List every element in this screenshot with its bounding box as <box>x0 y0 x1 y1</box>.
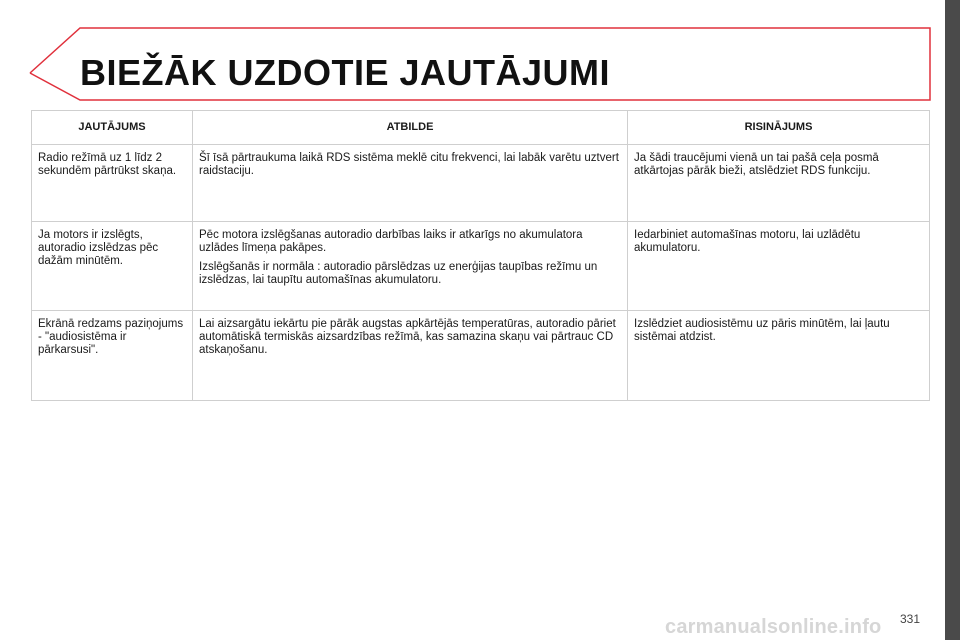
answer-paragraph: Lai aizsargātu iekārtu pie pārāk augstas apkārtējās temperatūras, autoradio pāriet automātiskā termiskās aizsardzības režīmā, kas samazina skaņu vai pārtrauc CD atskaņošanu. <box>199 318 616 356</box>
solution-cell: Izslēdziet audiosistēmu uz pāris minūtēm, lai ļautu sistēmai atdzist. <box>628 311 930 401</box>
question-cell: Ekrānā redzams paziņojums - "audiosistēma ir pārkarsusi". <box>32 311 193 401</box>
column-header-solution: RISINĀJUMS <box>628 111 930 145</box>
column-header-question: JAUTĀJUMS <box>32 111 193 145</box>
page-number: 331 <box>899 612 920 626</box>
solution-cell: Ja šādi traucējumi vienā un tai pašā ceļa posmā atkārtojas pārāk bieži, atslēdziet RDS funkciju. <box>628 145 930 222</box>
answer-paragraph: Šī īsā pārtraukuma laikā RDS sistēma meklē citu frekvenci, lai labāk varētu uztvert raidstaciju. <box>199 152 619 177</box>
answer-paragraph: Pēc motora izslēgšanas autoradio darbības laiks ir atkarīgs no akumulatora uzlādes līmeņa pakāpes. <box>199 229 583 254</box>
table-header-row <box>32 111 930 145</box>
question-cell: Ja motors ir izslēgts, autoradio izslēdzas pēc dažām minūtēm. <box>32 222 193 311</box>
faq-table <box>31 110 930 401</box>
answer-cell <box>193 145 628 222</box>
column-header-answer: ATBILDE <box>193 111 628 145</box>
table-row <box>32 145 930 222</box>
watermark: carmanualsonline.info <box>665 616 882 638</box>
question-cell: Radio režīmā uz 1 līdz 2 sekundēm pārtrūkst skaņa. <box>32 145 193 222</box>
table-row <box>32 311 930 401</box>
page-title: BIEŽĀK UZDOTIE JAUTĀJUMI <box>80 52 611 93</box>
solution-cell: Iedarbiniet automašīnas motoru, lai uzlādētu akumulatoru. <box>628 222 930 311</box>
answer-cell <box>193 311 628 401</box>
table-row <box>32 222 930 311</box>
answer-paragraph: Izslēgšanās ir normāla : autoradio pārslēdzas uz enerģijas taupības režīmu un izslēdzas, lai taupītu automašīnas akumulatoru. <box>199 261 598 286</box>
answer-cell <box>193 222 628 311</box>
